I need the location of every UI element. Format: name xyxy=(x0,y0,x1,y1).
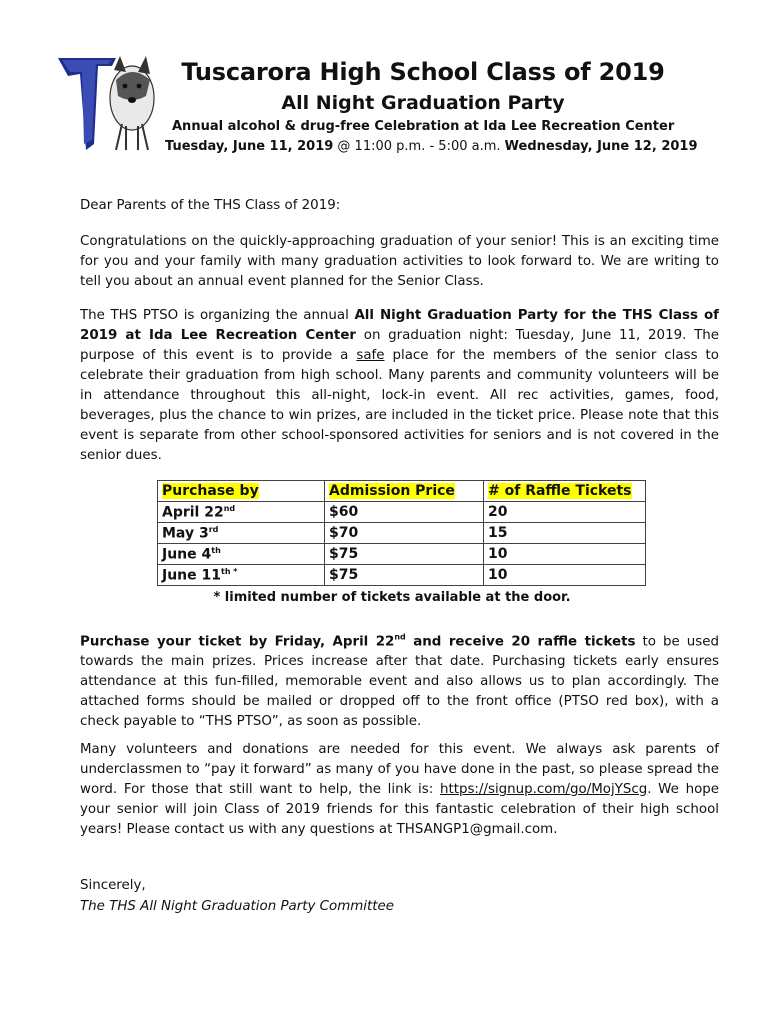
pricing-header-cell xyxy=(325,481,484,502)
p3-deadline-a: Purchase your ticket by Friday, April 22 xyxy=(80,634,395,650)
raffle-cell: 15 xyxy=(484,523,646,544)
purchase-date-cell: June $11^{th *}$ xyxy=(158,565,325,586)
raffle-tickets-header: # of Raffle Tickets xyxy=(488,483,632,499)
pricing-header-cell xyxy=(158,481,325,502)
signup-link[interactable]: https://signup.com/go/MojYScg xyxy=(439,782,648,797)
letter-paragraph-4 xyxy=(80,740,719,840)
event-start-date: Tuesday, June 11, 2019 xyxy=(165,139,334,154)
price-cell: $75 xyxy=(325,544,484,565)
pricing-header-row xyxy=(158,481,646,502)
door-ticket-note: * limited number of tickets available at the door. xyxy=(213,590,571,605)
purchase-date-cell: May 3rd xyxy=(158,523,325,544)
p3-deadline-b: and receive 20 raffle tickets xyxy=(405,634,636,650)
price-cell: $75 xyxy=(325,565,484,586)
letter-greeting: Dear Parents of the THS Class of 2019: xyxy=(80,198,341,213)
raffle-cell: 20 xyxy=(484,502,646,523)
price-cell: $70 xyxy=(325,523,484,544)
admission-price-header: Admission Price xyxy=(329,483,455,499)
page-title: Tuscarora High School Class of 2019 xyxy=(181,58,665,86)
event-end-date: Wednesday, June 12, 2019 xyxy=(504,139,698,154)
page-subtitle: All Night Graduation Party xyxy=(281,92,565,114)
p2-safe-word: safe xyxy=(356,348,385,363)
letter-paragraph-3 xyxy=(80,628,719,732)
table-row xyxy=(158,544,646,565)
p4-text-a: Many volunteers and donations are needed for this event. We always ask parents of underclassmen to “pay it forward” as many of you have done in the past, so please spread the word. For those that still want to help, the link is: xyxy=(80,742,719,797)
event-tagline: Annual alcohol & drug-free Celebration at Ida Lee Recreation Center xyxy=(172,119,675,134)
purchase-by-header: Purchase by xyxy=(162,483,259,499)
p2-text-b: on graduation night: Tuesday, June 11, 2019. The purpose of this event is to provide a xyxy=(80,328,720,363)
pricing-table xyxy=(157,480,646,586)
letter-closing xyxy=(80,875,394,917)
letter-paragraph-1: Congratulations on the quickly-approaching graduation of your senior! This is an exciting time for you and your family with many graduation activities to look forward to. We are writing to tell you about an annual event planned for the Senior Class. xyxy=(80,234,719,289)
sign-off: Sincerely, xyxy=(80,878,146,893)
event-time-range: @ 11:00 p.m. - 5:00 a.m. xyxy=(333,139,505,154)
table-row xyxy=(158,502,646,523)
letter-paragraph-2 xyxy=(80,306,719,466)
event-datetime xyxy=(165,139,698,154)
raffle-cell: 10 xyxy=(484,544,646,565)
price-cell: $60 xyxy=(325,502,484,523)
p2-text-a: The THS PTSO is organizing the annual xyxy=(80,308,355,323)
purchase-date-cell: June 4th xyxy=(158,544,325,565)
p3-deadline-sup: nd xyxy=(394,633,406,642)
p2-event-name: All Night Graduation Party for the THS Class of 2019 at Ida Lee Recreation Center xyxy=(80,308,720,343)
raffle-cell: 10 xyxy=(484,565,646,586)
p4-text-b: . We hope your senior will join Class of 2019 friends for this fantastic celebration of their high school years! Please contact us with any questions at THSANGP1@gmail.com. xyxy=(80,782,719,837)
p2-text-c: place for the members of the senior class to celebrate their graduation from high school. Many parents and community volunteers will be in attendance throughout this all-night, lock-in event. All rec activities, games, food, beverages, plus the chance to win prizes, are included in the ticket price. Please note that this event is separate from other school-sponsored activities for seniors and is not covered in the senior dues. xyxy=(80,348,719,463)
committee-signature: The THS All Night Graduation Party Committee xyxy=(80,899,394,914)
table-row xyxy=(158,523,646,544)
husky-t-logo xyxy=(56,54,162,152)
pricing-header-cell xyxy=(484,481,646,502)
table-row xyxy=(158,565,646,586)
p3-text: to be used towards the main prizes. Prices increase after that date. Purchasing tickets early ensures attendance at this fun-filled, memorable event and also allows us to plan accordingly. The attached forms should be mailed or dropped off to the front office (PTSO red box), with a check payable to “THS PTSO”, as soon as possible. xyxy=(80,634,719,730)
purchase-date-cell: April 22nd xyxy=(158,502,325,523)
